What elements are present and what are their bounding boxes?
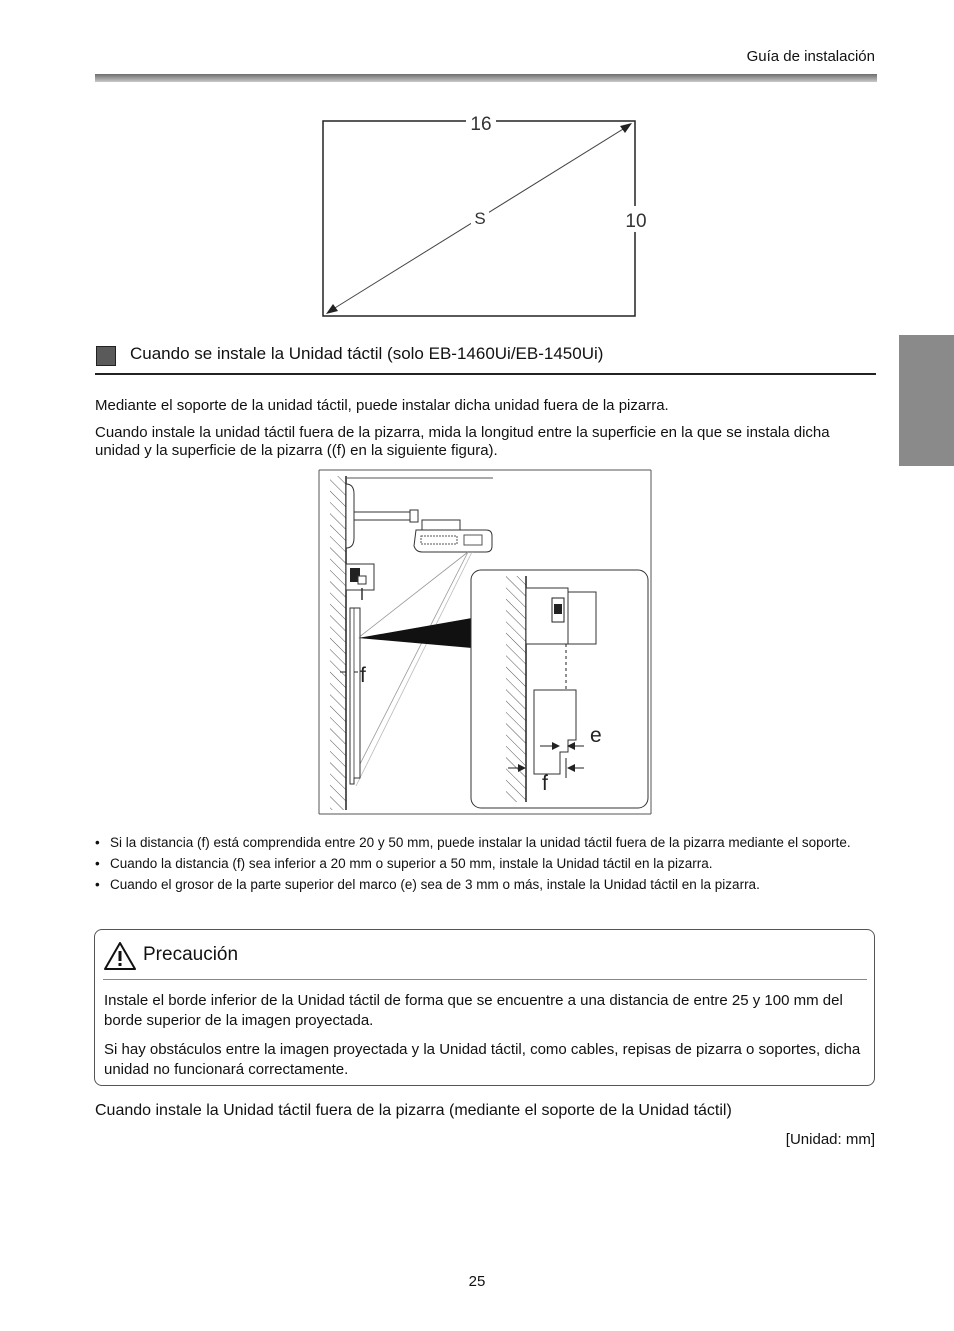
header-title: Guía de instalación: [746, 48, 875, 65]
list-item: [95, 874, 880, 895]
header-rule: [95, 74, 877, 82]
bullet-text: Cuando el grosor de la parte superior del marco (e) sea de 3 mm o más, instale la Unidad táctil en la pizarra.: [110, 877, 760, 892]
bullet-dot: •: [95, 835, 100, 850]
caution-text: Instale el borde inferior de la Unidad táctil de forma que se encuentre a una distancia de entre 25 y 100 mm del borde superior de la imagen proyectada.: [104, 992, 843, 1029]
wall: [330, 476, 346, 810]
list-item: [95, 853, 880, 874]
warning-triangle-icon: [103, 941, 137, 971]
height-label: 10: [625, 211, 647, 232]
width-label: 16: [470, 114, 492, 135]
unit-label: [Unidad: mm]: [785, 1131, 875, 1148]
paragraph: Cuando instale la unidad táctil fuera de la pizarra, mida la longitud entre la superficie en la que se instala dicha unidad y la superficie de la pizarra ((f) en la siguiente figura).: [95, 424, 830, 459]
whiteboard: [350, 608, 360, 784]
installation-figure: [318, 468, 654, 816]
section-title: Cuando se instale la Unidad táctil (solo EB-1460Ui/EB-1450Ui): [130, 344, 604, 363]
caution-title: Precaución: [143, 944, 239, 965]
caution-box: [94, 929, 875, 1086]
bullet-dot: •: [95, 856, 100, 871]
wall-plate: [346, 484, 354, 548]
paragraph: Mediante el soporte de la unidad táctil, puede instalar dicha unidad fuera de la pizarra.: [95, 397, 669, 414]
bullet-list: [95, 832, 880, 895]
mount-arm: [354, 512, 416, 520]
aspect-ratio-figure: [320, 112, 647, 322]
bullet-dot: •: [95, 877, 100, 892]
diagonal-label: S: [474, 209, 486, 228]
subsection-line: Cuando instale la Unidad táctil fuera de la pizarra (mediante el soporte de la Unidad táctil): [95, 1102, 732, 1119]
distance-f-label: f: [360, 664, 366, 687]
bullet-text: Cuando la distancia (f) sea inferior a 20 mm o superior a 50 mm, instale la Unidad táctil en la pizarra.: [110, 856, 713, 871]
list-item: [95, 832, 880, 853]
thickness-e-label: e: [590, 724, 602, 747]
caution-header: [103, 939, 867, 980]
section-heading: [95, 343, 876, 375]
distance-f-detail-label: f: [542, 772, 548, 795]
bullet-text: Si la distancia (f) está comprendida entre 20 y 50 mm, puede instalar la unidad táctil fuera de la pizarra mediante el soporte.: [110, 835, 851, 850]
caution-text: Si hay obstáculos entre la imagen proyectada y la Unidad táctil, como cables, repisas de pizarra o soportes, dicha unidad no funcionará correctamente.: [104, 1041, 861, 1078]
page-number: 25: [468, 1273, 486, 1290]
chapter-side-tab: [899, 335, 954, 466]
section-square-icon: [96, 346, 116, 366]
